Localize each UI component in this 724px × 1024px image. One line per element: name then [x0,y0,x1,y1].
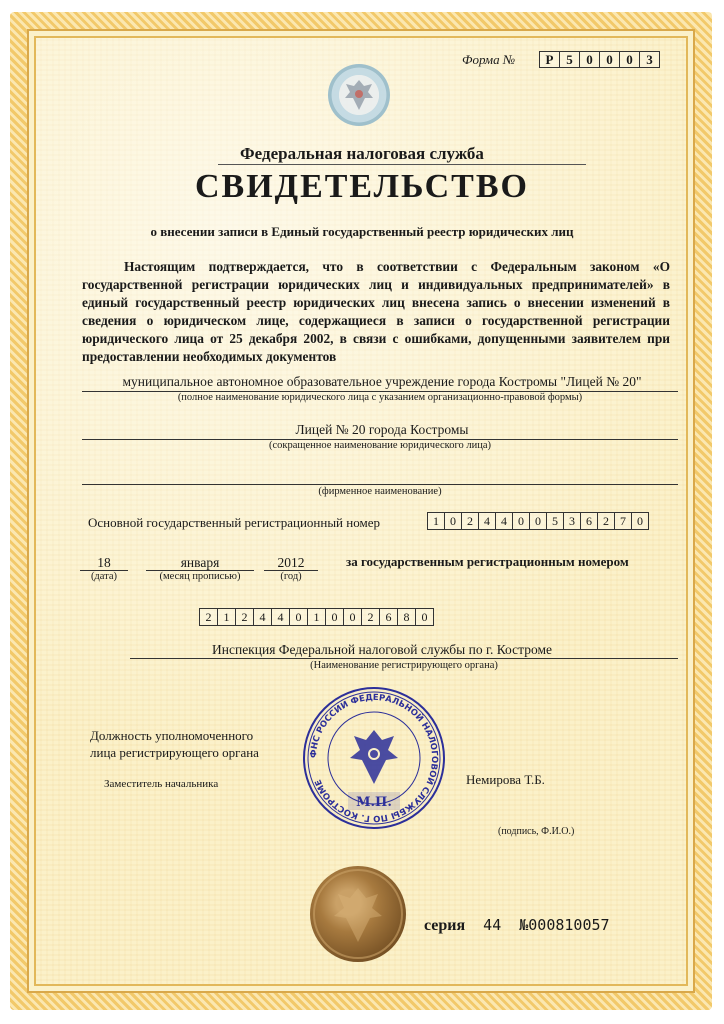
certification-text: Настоящим подтверждается, что в соответствии с Федеральным законом «О государственной регистрации юридических лиц и индивидуальных предпринимателей» в единый государственный реестр юридических лиц внесена запись о внесении изменений в сведения о юридическом лице, содержащиеся в записи о государственной регистрации юридического лица от 25 декабря 2002, в связи с ошибками, допущенными заявителем при предоставлении необходимых документов [82,259,670,364]
form-number-cells [540,51,660,68]
ogrn-digit-cell: 0 [529,512,547,530]
ogrn-digit-cell: 0 [512,512,530,530]
ogrn-digit-cell: 5 [546,512,564,530]
registration-digit-cell: 0 [325,608,344,626]
brand-name-line [82,484,678,485]
full-name-value: муниципальное автономное образовательное учреждение города Костромы "Лицей № 20" [122,374,642,389]
serial-number: №000810057 [519,916,610,934]
signature-caption: (подпись, Ф.И.О.) [498,826,575,837]
registration-digit-cell: 6 [379,608,398,626]
date-day-caption: (дата) [90,571,118,582]
serial-series: 44 [483,916,502,934]
position-label-line1: Должность уполномоченного [90,728,254,743]
ogrn-digit-cell: 3 [563,512,581,530]
stamp-ring-text: ФНС РОССИИ ФЕДЕРАЛЬНОЙ НАЛОГОВОЙ СЛУЖБЫ ПО Г. КОСТРОМЕ [308,692,440,824]
form-number-cell: 5 [559,51,580,68]
ogrn-digit-cell: 6 [580,512,598,530]
document-subtitle: о внесении записи в Единый государственный реестр юридических лиц [150,224,574,239]
form-number-cell: 0 [599,51,620,68]
authority-caption: (Наименование регистрирующего органа) [310,660,498,671]
registration-digit-cell: 8 [397,608,416,626]
registration-number-cells [200,608,434,626]
agency-name: Федеральная налоговая служба [240,144,484,163]
authority-name: Инспекция Федеральной налоговой службы по г. Костроме [212,642,552,657]
full-name-caption: (полное наименование юридического лица с указанием организационно-правовой формы) [177,392,583,403]
document-title: СВИДЕТЕЛЬСТВО [195,168,529,205]
agency-underline [218,164,586,165]
form-number-cell: 0 [579,51,600,68]
ogrn-digit-cell: 7 [614,512,632,530]
ogrn-cells [428,512,649,530]
form-number-cell: 0 [619,51,640,68]
date-day-value: 18 [97,555,111,570]
authority-line [130,658,678,659]
form-number-label: Форма № [462,52,516,67]
registration-digit-cell: 0 [343,608,362,626]
date-year-value: 2012 [277,555,305,570]
ogrn-digit-cell: 4 [478,512,496,530]
ogrn-digit-cell: 2 [461,512,479,530]
serial-label: серия [424,917,466,934]
registration-number-label: за государственным регистрационным номером [346,554,629,569]
date-month-caption: (месяц прописью) [159,571,241,582]
official-stamp [302,686,446,830]
registration-digit-cell: 4 [253,608,272,626]
registration-digit-cell: 1 [217,608,236,626]
ogrn-digit-cell: 1 [427,512,445,530]
ogrn-digit-cell: 2 [597,512,615,530]
registration-digit-cell: 2 [361,608,380,626]
form-number-cell: Р [539,51,560,68]
registration-digit-cell: 0 [289,608,308,626]
form-number-cell: 3 [639,51,660,68]
ogrn-digit-cell: 0 [444,512,462,530]
registration-digit-cell: 0 [415,608,434,626]
short-name-caption: (сокращенное наименование юридического лица) [268,440,492,451]
ogrn-label: Основной государственный регистрационный номер [88,515,380,530]
short-name-value: Лицей № 20 города Костромы [295,422,469,437]
signer-name: Немирова Т.Б. [466,772,545,787]
position-label-line2: лица регистрирующего органа [90,745,259,760]
registration-digit-cell: 1 [307,608,326,626]
serial-block [424,916,610,935]
stamp-mp-text: М.П. [356,795,392,810]
registration-digit-cell: 2 [235,608,254,626]
double-headed-eagle-emblem-icon [328,64,390,126]
registration-digit-cell: 2 [199,608,218,626]
date-month-value: января [180,555,220,570]
ogrn-digit-cell: 4 [495,512,513,530]
signer-position: Заместитель начальника [104,778,219,790]
embossed-gold-seal-icon [310,866,406,962]
ogrn-digit-cell: 0 [631,512,649,530]
brand-name-caption: (фирменное наименование) [318,486,442,497]
date-year-caption: (год) [280,571,302,582]
registration-digit-cell: 4 [271,608,290,626]
